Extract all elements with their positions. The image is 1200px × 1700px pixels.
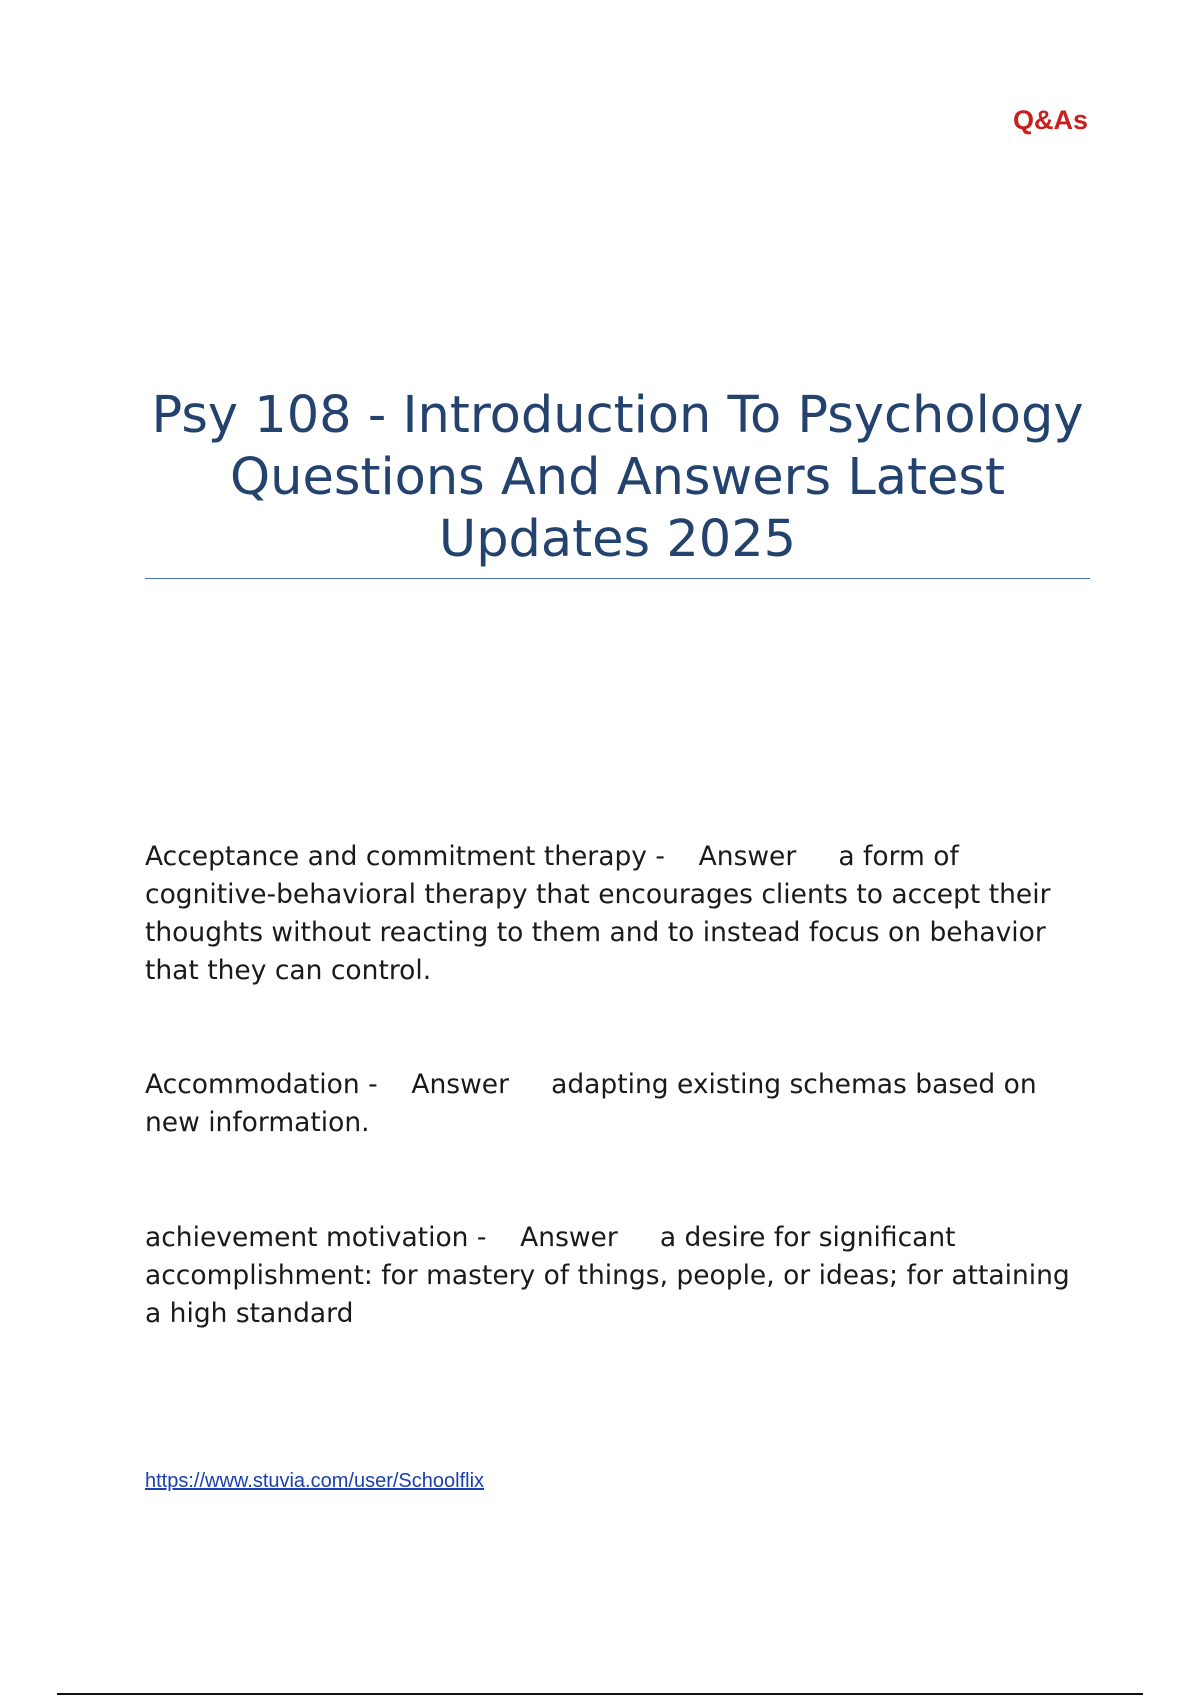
entry-term: Acceptance and commitment therapy - [145,841,665,872]
entry-answer-label: Answer [698,841,797,872]
entry-answer-label: Answer [411,1069,509,1100]
qa-entry [145,1219,1090,1333]
qa-tag: Q&As [1012,105,1088,135]
entry-term: achievement motivation - [145,1222,487,1253]
title-underline [145,578,1090,579]
entry-answer-label: Answer [520,1222,618,1253]
qa-entry [145,1066,1090,1142]
entry-term: Accommodation - [145,1069,378,1100]
entry-definition: a desire for significant accomplishment: for mastery of things, people, or ideas; for attaining a high standard [145,1222,1070,1329]
footer-divider [57,1693,1143,1695]
entry-definition: a form of cognitive-behavioral therapy that encourages clients to accept their thoughts without reacting to them and to instead focus on behavior that they can control. [145,841,1051,986]
document-title: Psy 108 - Introduction To Psychology Questions And Answers Latest Updates 2025 [151,386,1084,569]
entry-definition: adapting existing schemas based on new information. [145,1069,1037,1138]
profile-link[interactable]: https://www.stuvia.com/user/Schoolflix [145,1470,485,1492]
qa-entry [145,838,1090,990]
